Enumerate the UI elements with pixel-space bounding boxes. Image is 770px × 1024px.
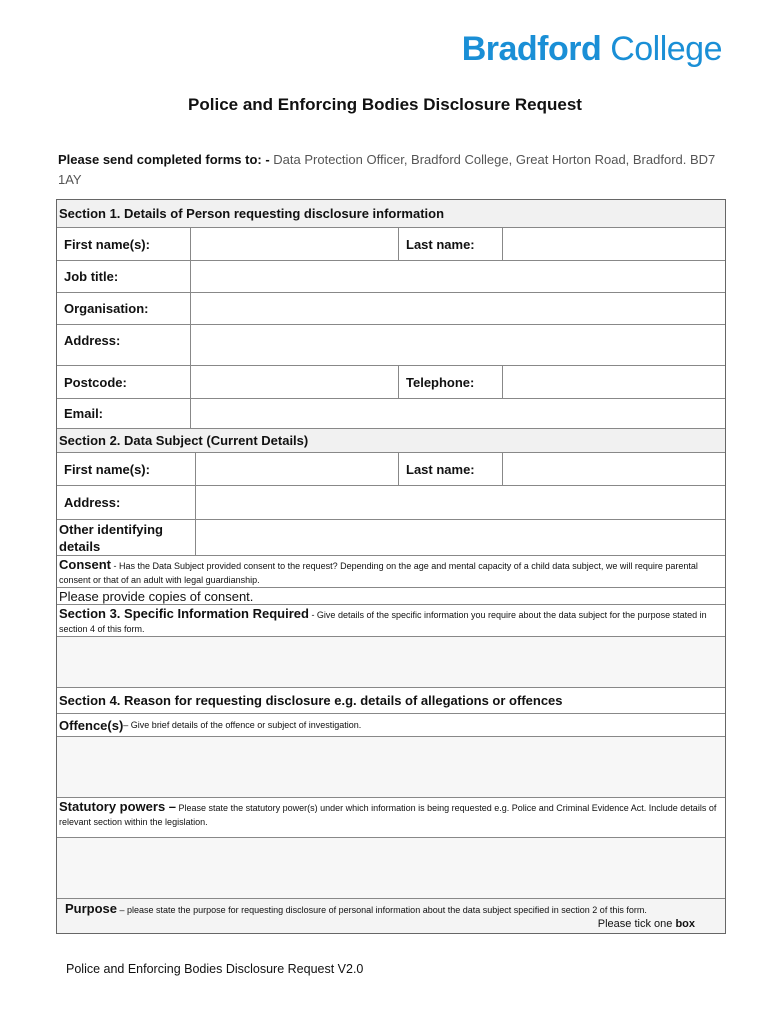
tick-text: Please tick one xyxy=(597,918,676,930)
postcode-field[interactable] xyxy=(190,366,398,398)
email-label: Email: xyxy=(64,406,104,421)
tick-bold: box xyxy=(675,918,695,930)
college-logo xyxy=(462,30,722,69)
telephone-label: Telephone: xyxy=(398,366,502,398)
statutory-note: Please state the statutory power(s) under which information is being requested e.g. Police and Criminal Evidence Act. Include details of relevant section within the legislation. xyxy=(59,803,717,827)
purpose-label: Purpose xyxy=(65,901,118,916)
consent-copies-text: Please provide copies of consent. xyxy=(59,588,254,604)
consent-note: - Has the Data Subject provided consent to the request? Depending on the age and mental capacity of a child data subject, we will require parental consent or that of an adult with legal guardianship. xyxy=(59,561,698,585)
requester-address-label: Address: xyxy=(64,333,121,348)
purpose-block xyxy=(57,899,725,933)
specific-information-field[interactable] xyxy=(57,637,725,687)
subject-first-name-field[interactable] xyxy=(195,453,398,485)
offence-note: – Give brief details of the offence or subject of investigation. xyxy=(123,720,362,730)
telephone-field[interactable] xyxy=(502,366,725,398)
offence-field[interactable] xyxy=(57,737,725,797)
subject-last-name-label: Last name: xyxy=(398,453,502,485)
subject-address-label: Address: xyxy=(64,495,121,510)
consent-label: Consent xyxy=(59,557,111,572)
requester-address-field[interactable] xyxy=(190,325,725,365)
send-to-lead: Please send completed forms to: - xyxy=(58,152,270,167)
organisation-field[interactable] xyxy=(190,293,725,324)
statutory-field[interactable] xyxy=(57,838,725,898)
section3-block xyxy=(57,605,725,636)
organisation-label: Organisation: xyxy=(64,301,149,316)
postcode-label: Postcode: xyxy=(64,374,127,390)
email-field[interactable] xyxy=(190,399,725,428)
page-title: Police and Enforcing Bodies Disclosure Request xyxy=(188,95,582,114)
subject-last-name-field[interactable] xyxy=(502,453,725,485)
subject-address-field[interactable] xyxy=(195,486,725,519)
section1-heading: Section 1. Details of Person requesting disclosure information xyxy=(57,200,725,227)
offence-label: Offence(s) xyxy=(59,717,124,733)
other-details-field[interactable] xyxy=(195,520,725,555)
section4-heading: Section 4. Reason for requesting disclosure e.g. details of allegations or offences xyxy=(57,688,725,713)
consent-block xyxy=(57,556,725,587)
subject-first-name-label: First name(s): xyxy=(64,461,150,477)
send-to-address: Data Protection Officer, Bradford College, Great Horton Road, Bradford. BD7 1AY xyxy=(58,152,716,187)
disclosure-form xyxy=(56,199,726,934)
tick-instruction xyxy=(598,917,695,931)
logo-part1: Bradford xyxy=(461,30,602,68)
statutory-label: Statutory powers – xyxy=(59,799,177,814)
section2-heading: Section 2. Data Subject (Current Details) xyxy=(57,429,725,452)
job-title-field[interactable] xyxy=(190,261,725,292)
statutory-block xyxy=(57,798,725,837)
job-title-label: Job title: xyxy=(64,269,119,284)
section3-heading: Section 3. Specific Information Required xyxy=(59,606,309,621)
section3-note: - Give details of the specific information you require about the data subject for the purpose stated in section 4 of this form. xyxy=(59,610,707,634)
send-to-text xyxy=(58,150,718,190)
requester-first-name-label: First name(s): xyxy=(64,236,150,252)
footer-text: Police and Enforcing Bodies Disclosure Request V2.0 xyxy=(66,962,364,976)
offence-block xyxy=(57,714,363,736)
logo-part2: College xyxy=(601,30,722,68)
purpose-note: – please state the purpose for requesting disclosure of personal information about the data subject specified in section 2 of this form. xyxy=(117,905,647,915)
requester-last-name-label: Last name: xyxy=(398,228,502,260)
requester-last-name-field[interactable] xyxy=(502,228,725,260)
requester-first-name-field[interactable] xyxy=(190,228,398,260)
other-details-label: Other identifying details xyxy=(59,521,163,554)
